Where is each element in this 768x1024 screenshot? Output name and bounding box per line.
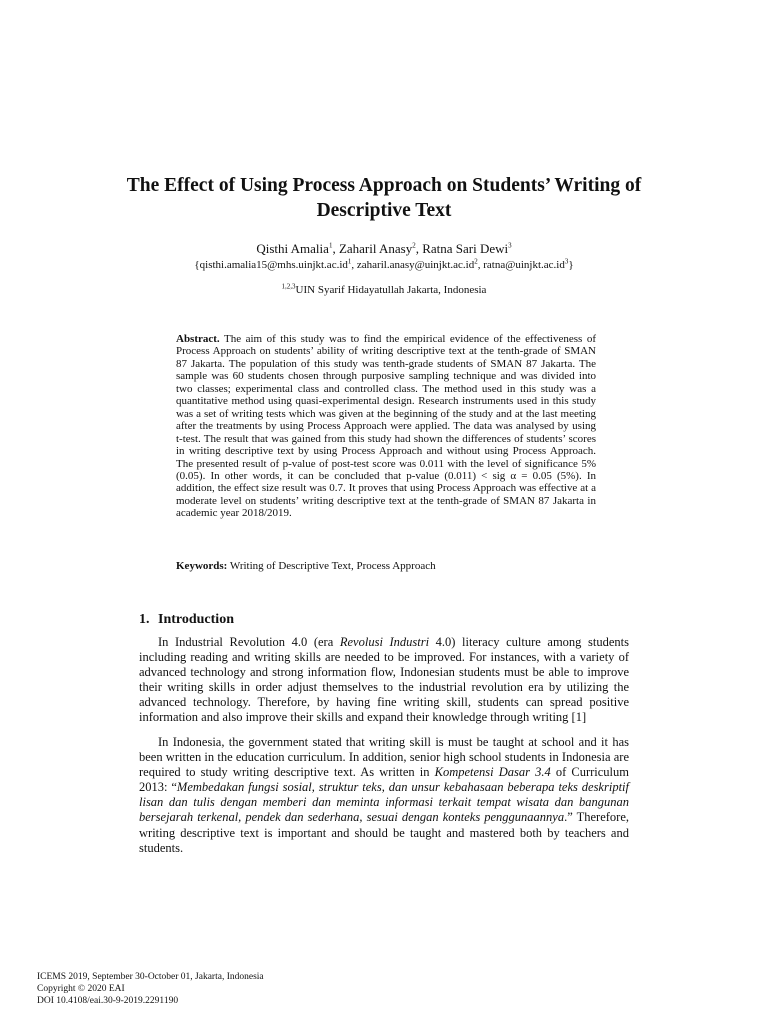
author-separator: , <box>332 241 339 256</box>
abstract-label: Abstract. <box>176 333 220 345</box>
paragraph-2-text-a: In Indonesia, the government stated that writing skill is must be taught at school and it has been written in the education curriculum. In addition, senior high school students in Indonesia are required to study writing descriptive text. As written in <box>139 735 629 780</box>
footer-copyright: Copyright © 2020 EAI <box>37 984 125 994</box>
email-sup: 1 <box>347 257 352 266</box>
title-line-2: Descriptive Text <box>316 200 452 221</box>
paragraph-2-text-c: .” Therefore, writing descriptive text is important and should be taught and mastered both by teachers and students. <box>139 810 629 855</box>
footer-conference: ICEMS 2019, September 30-October 01, Jakarta, Indonesia <box>37 972 264 982</box>
footer-doi: DOI 10.4108/eai.30-9-2019.2291190 <box>37 996 179 1006</box>
section-number: 1. <box>139 612 150 627</box>
paragraph-1-text-b: 4.0) literacy culture among students including reading and writing skills are needed to be improved. For instances, with a variety of advanced technology and strong information flow, Indonesian students must be able to improve their writing skills in order adjust themselves to the industrial revolution era by utilizing the advanced technology. Therefore, by having fine writing skill, students can spread positive information and also improve their skills and expand their knowledge through writing [1] <box>139 635 629 725</box>
email-sup: 3 <box>564 257 569 266</box>
brace-close: } <box>568 259 574 271</box>
brace-open: { <box>194 259 200 271</box>
abstract-text: The aim of this study was to find the empirical evidence of the effectiveness of Process Approach on students’ ability of writing descriptive text at the tenth-grade of SMAN 87 Jakarta. The population of this study was tenth-grade students of SMAN 87 Jakarta. The sample was 60 students chosen through purposive sampling technique and was divided into two classes; experimental class and controlled class. The method used in this study was a quantitative method using quasi-experimental design. Research instruments used in this study was a set of writing tests which was given at the beginning of the study and at the last meeting after the treatments by using Process Approach were applied. The data was analysed by using t-test. The result that was gained from this study had shown the differences of students’ scores in writing descriptive text by using Process Approach and without using Process Approach. The presented result of p-value of post-test score was 0.011 with the level of significance 5% (0.05). In other words, it can be concluded that p-value (0.011) < sig α = 0.05 (5%). In addition, the effect size result was 0.7. It proves that using Process Approach was effective at a moderate level on students’ writing descriptive text at the tenth-grade of SMAN 87 Jakarta in academic year 2018/2019. <box>176 333 596 520</box>
author-sup: 2 <box>412 241 416 250</box>
email-sup: 2 <box>474 257 478 266</box>
abstract <box>176 333 596 520</box>
paragraph-2-quote: Membedakan fungsi sosial, struktur teks, dan unsur kebahasaan beberapa teks deskriptif lisan dan tulis dengan memberi dan meminta informasi terkait tempat wisata dan bangunan bersejarah terkenal, pendek dan sederhana, sesuai dengan konteks penggunaannya <box>139 780 629 825</box>
author-name: Zaharil Anasy <box>338 241 413 256</box>
email-separator: , <box>351 259 357 271</box>
email-text: ratna@uinjkt.ac.id <box>483 259 565 271</box>
author-sup: 3 <box>508 241 512 250</box>
email-text: zaharil.anasy@uinjkt.ac.id <box>356 259 475 271</box>
email-separator: , <box>477 259 484 271</box>
author-list <box>100 241 668 257</box>
paragraph-1-text-a: In Industrial Revolution 4.0 (era <box>158 635 340 649</box>
section-heading <box>139 611 234 629</box>
keywords <box>176 559 596 573</box>
paragraph-2-italic: Kompetensi Dasar 3.4 <box>434 765 551 780</box>
paragraph-2 <box>139 735 629 856</box>
author-name: Qisthi Amalia <box>256 241 329 256</box>
author-name: Ratna Sari Dewi <box>422 241 509 256</box>
footer-info <box>37 971 437 1007</box>
paragraph-2-text-b: of Curriculum 2013: “ <box>139 765 629 795</box>
affiliation <box>100 283 668 297</box>
author-emails <box>100 258 668 272</box>
affiliation-text: UIN Syarif Hidayatullah Jakarta, Indonesia <box>295 284 487 296</box>
author-separator: , <box>415 241 423 256</box>
title-line-1: The Effect of Using Process Approach on Students’ Writing of <box>126 175 642 196</box>
affiliation-sup: 1,2,3 <box>281 282 296 291</box>
author-sup: 1 <box>328 241 333 250</box>
email-text: qisthi.amalia15@mhs.uinjkt.ac.id <box>199 259 348 271</box>
section-title: Introduction <box>158 612 234 627</box>
keywords-text: Writing of Descriptive Text, Process Approach <box>229 560 436 572</box>
paragraph-1-italic: Revolusi Industri <box>339 635 430 649</box>
keywords-label: Keywords: <box>176 560 228 572</box>
paragraph-1 <box>139 635 629 726</box>
paper-title <box>100 173 668 223</box>
